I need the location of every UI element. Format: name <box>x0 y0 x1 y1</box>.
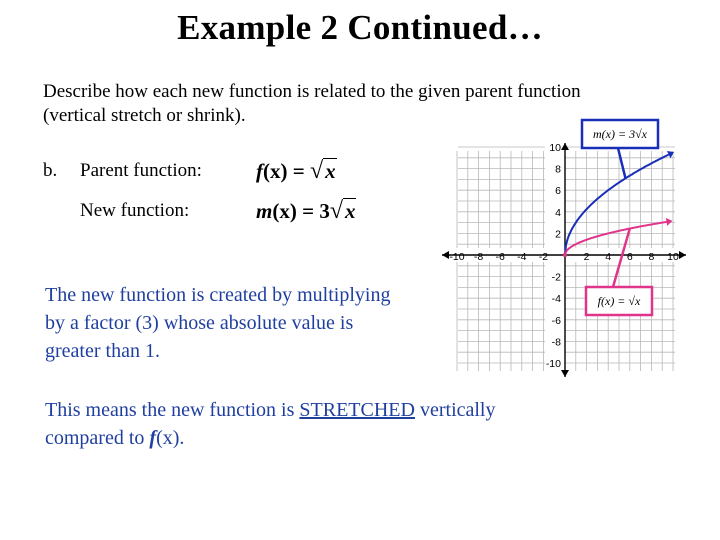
conclusion-func: f <box>149 427 157 449</box>
y-tick-label: 10 <box>549 142 561 154</box>
new-arg: (x) <box>272 199 297 223</box>
part-letter: b. <box>43 160 58 181</box>
stretched-keyword: STRETCHED <box>299 399 415 421</box>
question-description: Describe how each new function is related to the given parent function (vertical stretch or shrink). <box>43 81 581 126</box>
y-tick-label: 2 <box>555 228 561 241</box>
y-tick-label: -6 <box>551 314 561 327</box>
function-graph <box>440 115 690 385</box>
x-tick-label: 6 <box>626 251 633 263</box>
new-function-label: New function: <box>80 200 190 221</box>
parent-arg: (x) <box>263 159 288 183</box>
new-radicand: x <box>344 199 356 223</box>
m-function-curve <box>565 155 669 255</box>
x-tick-label: 2 <box>583 251 590 263</box>
y-tick-label: -8 <box>551 336 561 349</box>
new-lhs: m <box>256 199 273 223</box>
m-function-label: m(x) = 3√x <box>585 123 655 145</box>
new-equals: = <box>302 199 315 223</box>
parent-equals: = <box>292 159 305 183</box>
f-function-curve-arrow-icon <box>666 218 673 226</box>
y-tick-label: -2 <box>551 271 561 284</box>
conclusion-before: This means the new function is <box>45 399 300 421</box>
x-tick-label: 4 <box>605 251 612 263</box>
conclusion-text <box>45 396 565 452</box>
conclusion-after: vertically compared to <box>45 399 496 449</box>
radical-sign-icon: √ <box>329 198 343 224</box>
graph-canvas <box>440 115 690 385</box>
y-tick-label: -10 <box>545 358 561 370</box>
parent-function-label: Parent function: <box>80 160 202 181</box>
new-coefficient: 3 <box>319 199 330 223</box>
explanation-text: The new function is created by multiplying by a factor (3) whose absolute value is greater than 1. <box>45 284 391 362</box>
page-title: Example 2 Continued… <box>177 8 543 47</box>
x-tick-label: 10 <box>667 251 679 263</box>
parent-radicand: x <box>325 159 336 183</box>
x-tick-label: -4 <box>517 251 527 263</box>
conclusion-arg: (x). <box>156 427 185 449</box>
x-tick-label: 8 <box>648 251 655 263</box>
x-tick-label: -8 <box>473 251 484 263</box>
y-tick-label: 6 <box>555 185 561 198</box>
x-tick-label: -6 <box>495 251 505 263</box>
radical-sign-icon: √ <box>309 158 324 184</box>
y-tick-label: -4 <box>551 293 561 306</box>
y-tick-label: 8 <box>555 163 561 176</box>
y-tick-label: 4 <box>555 206 561 219</box>
x-tick-label: -10 <box>449 251 465 263</box>
parent-function-equation <box>256 158 337 185</box>
x-tick-label: -2 <box>538 251 549 263</box>
f-function-curve-endpoint <box>563 253 567 257</box>
f-function-label: f(x) = √x <box>589 290 649 312</box>
parent-lhs: f <box>256 159 263 183</box>
new-function-equation <box>256 198 356 225</box>
